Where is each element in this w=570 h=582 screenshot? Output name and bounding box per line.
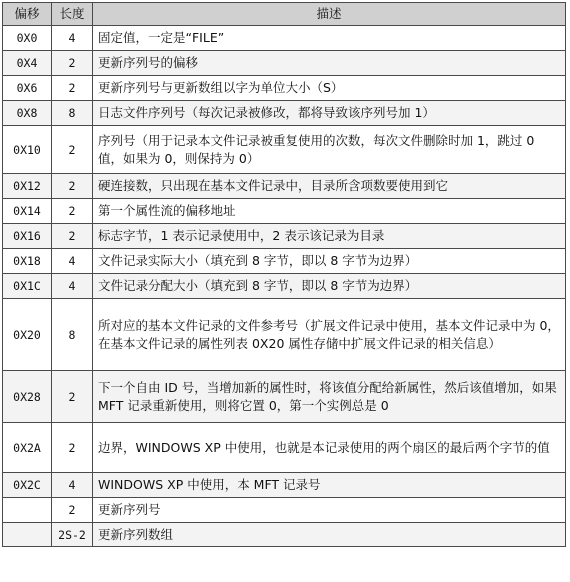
cell-offset: 0X2C bbox=[3, 473, 52, 498]
table-row bbox=[3, 498, 566, 523]
cell-length: 2 bbox=[52, 371, 93, 423]
cell-length: 4 bbox=[52, 274, 93, 299]
cell-length: 2 bbox=[52, 224, 93, 249]
cell-description: 日志文件序列号（每次记录被修改，都将导致该序列号加 1） bbox=[93, 101, 566, 126]
cell-description: 更新序列号与更新数组以字为单位大小（S） bbox=[93, 76, 566, 101]
table-row bbox=[3, 274, 566, 299]
cell-offset bbox=[3, 523, 52, 547]
table-row bbox=[3, 51, 566, 76]
cell-offset: 0X16 bbox=[3, 224, 52, 249]
cell-description: 标志字节，1 表示记录使用中，2 表示该记录为目录 bbox=[93, 224, 566, 249]
cell-length: 2 bbox=[52, 199, 93, 224]
table-row bbox=[3, 26, 566, 51]
cell-description: 所对应的基本文件记录的文件参考号（扩展文件记录中使用，基本文件记录中为 0，在基本文件记录的属性列表 0X20 属性存储中扩展文件记录的相关信息） bbox=[93, 299, 566, 371]
cell-length: 2 bbox=[52, 76, 93, 101]
header-offset: 偏移 bbox=[3, 3, 52, 26]
table-row bbox=[3, 473, 566, 498]
header-description: 描述 bbox=[93, 3, 566, 26]
cell-description: 序列号（用于记录本文件记录被重复使用的次数，每次文件删除时加 1，跳过 0 值，如果为 0，则保持为 0） bbox=[93, 126, 566, 174]
cell-offset: 0X10 bbox=[3, 126, 52, 174]
cell-description: 更新序列号的偏移 bbox=[93, 51, 566, 76]
table-row bbox=[3, 126, 566, 174]
cell-offset: 0X14 bbox=[3, 199, 52, 224]
cell-length: 2 bbox=[52, 174, 93, 199]
table-row bbox=[3, 523, 566, 547]
table-row bbox=[3, 299, 566, 371]
header-row bbox=[3, 3, 566, 26]
cell-description: 边界，WINDOWS XP 中使用，也就是本记录使用的两个扇区的最后两个字节的值 bbox=[93, 423, 566, 473]
cell-description: 文件记录实际大小（填充到 8 字节，即以 8 字节为边界） bbox=[93, 249, 566, 274]
cell-offset: 0X1C bbox=[3, 274, 52, 299]
cell-description: 硬连接数，只出现在基本文件记录中，目录所含项数要使用到它 bbox=[93, 174, 566, 199]
cell-description: 更新序列数组 bbox=[93, 523, 566, 547]
cell-offset: 0X28 bbox=[3, 371, 52, 423]
cell-length: 2 bbox=[52, 423, 93, 473]
cell-offset bbox=[3, 498, 52, 523]
cell-length: 4 bbox=[52, 26, 93, 51]
cell-length: 2 bbox=[52, 126, 93, 174]
cell-offset: 0X0 bbox=[3, 26, 52, 51]
cell-offset: 0X4 bbox=[3, 51, 52, 76]
cell-length: 2S-2 bbox=[52, 523, 93, 547]
table-row bbox=[3, 423, 566, 473]
cell-description: 下一个自由 ID 号，当增加新的属性时，将该值分配给新属性，然后该值增加，如果 MFT 记录重新使用，则将它置 0，第一个实例总是 0 bbox=[93, 371, 566, 423]
cell-description: 文件记录分配大小（填充到 8 字节，即以 8 字节为边界） bbox=[93, 274, 566, 299]
cell-offset: 0X8 bbox=[3, 101, 52, 126]
table-row bbox=[3, 224, 566, 249]
header-length: 长度 bbox=[52, 3, 93, 26]
cell-length: 2 bbox=[52, 498, 93, 523]
cell-description: 第一个属性流的偏移地址 bbox=[93, 199, 566, 224]
cell-offset: 0X6 bbox=[3, 76, 52, 101]
table-row bbox=[3, 199, 566, 224]
cell-description: WINDOWS XP 中使用，本 MFT 记录号 bbox=[93, 473, 566, 498]
mft-record-header-table bbox=[2, 2, 566, 547]
table-row bbox=[3, 174, 566, 199]
cell-length: 4 bbox=[52, 249, 93, 274]
table-row bbox=[3, 371, 566, 423]
cell-offset: 0X20 bbox=[3, 299, 52, 371]
table-row bbox=[3, 76, 566, 101]
table-body bbox=[3, 26, 566, 547]
cell-offset: 0X12 bbox=[3, 174, 52, 199]
table-header bbox=[3, 3, 566, 26]
cell-length: 8 bbox=[52, 101, 93, 126]
cell-description: 更新序列号 bbox=[93, 498, 566, 523]
cell-length: 4 bbox=[52, 473, 93, 498]
table-row bbox=[3, 101, 566, 126]
cell-length: 2 bbox=[52, 51, 93, 76]
cell-description: 固定值，一定是“FILE” bbox=[93, 26, 566, 51]
cell-length: 8 bbox=[52, 299, 93, 371]
table-row bbox=[3, 249, 566, 274]
cell-offset: 0X2A bbox=[3, 423, 52, 473]
cell-offset: 0X18 bbox=[3, 249, 52, 274]
